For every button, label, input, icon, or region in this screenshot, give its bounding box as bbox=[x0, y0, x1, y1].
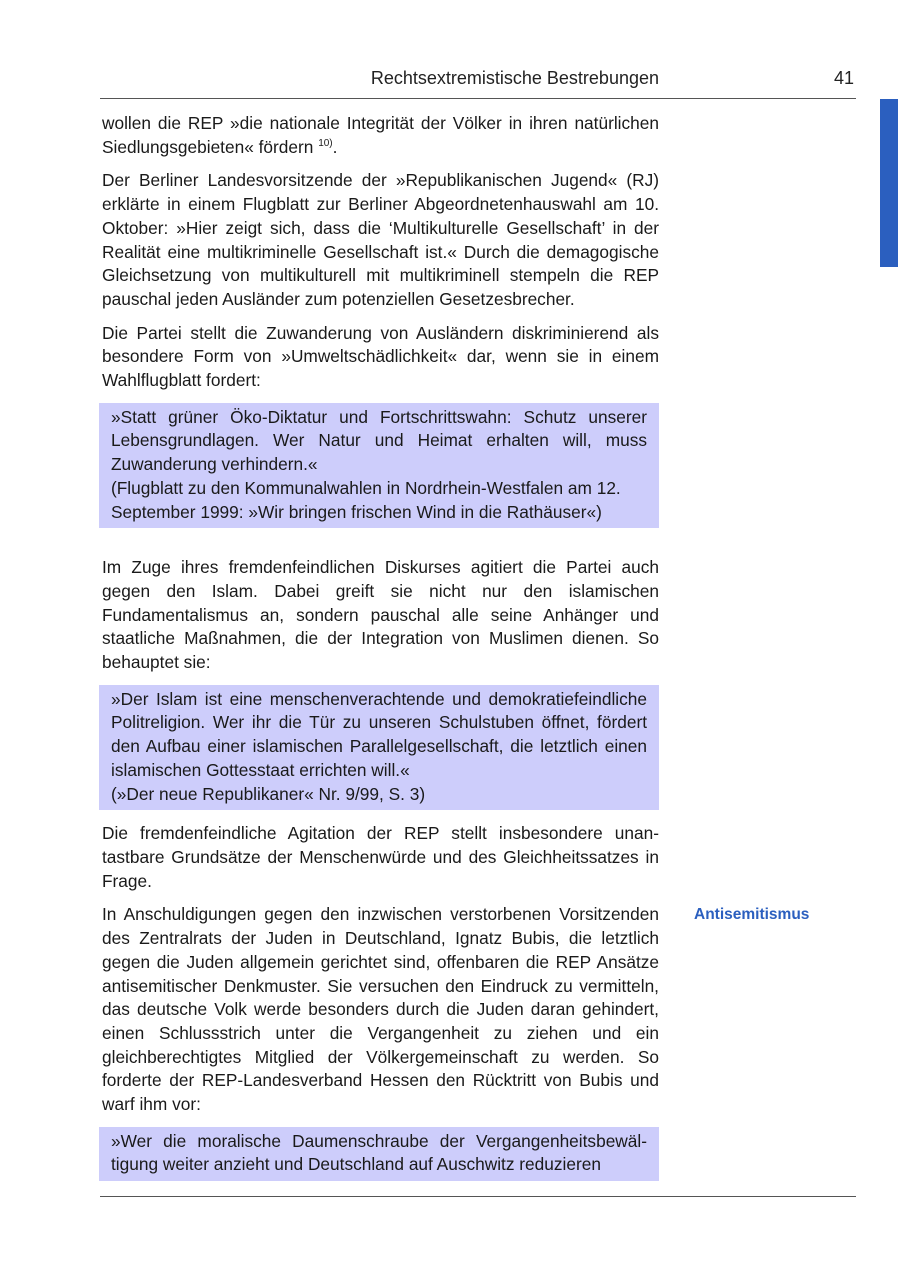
page-number: 41 bbox=[833, 68, 854, 88]
running-title: Rechtsextremistische Bestrebungen bbox=[370, 68, 659, 88]
paragraph-4: Im Zuge ihres fremdenfeindlichen Diskurses agitiert die Partei auch gegen den Islam. Dabei greift sie nicht nur den islamischen Fundamentalismus an, sondern pauschal alle seine Anhänger und staatliche Maßnahmen, die der Integration von Muslimen dienen. So behauptet sie: bbox=[102, 557, 659, 673]
footer-rule bbox=[100, 1196, 856, 1197]
quote-1-text: »Statt grüner Öko-Diktatur und Fortschrittswahn: Schutz unserer Lebensgrundlagen. Wer Natur und Heimat erhalten will, muss Zuwanderung verhindern.« bbox=[111, 406, 647, 475]
quote-block-1 bbox=[99, 403, 659, 529]
quote-1-source: (Flugblatt zu den Kommunalwahlen in Nordrhein-Westfalen am 12. September 1999: »Wir bringen frischen Wind in die Rathäuser«) bbox=[111, 477, 621, 522]
paragraph-6: In Anschuldigungen gegen den inzwischen verstorbenen Vorsitzenden des Zentralrats der Juden in Deutschland, Ignatz Bubis, die letztlich gegen die Juden allgemein gerichtet sind, offenbaren die REP Ansätze antisemitischer Denkmuster. Sie versuchen den Eindruck zu vermitteln, das deutsche Volk werde besonders durch die Juden daran gehindert, einen Schlussstrich unter die Vergangenheit zu ziehen und ein gleichberechtigtes Mitglied der Völkergemeinschaft zu werden. So forderte der REP-Landesverband Hessen den Rücktritt von Bubis und warf ihm vor: bbox=[102, 904, 659, 1115]
quote-2-source: (»Der neue Republikaner« Nr. 9/99, S. 3) bbox=[111, 783, 426, 804]
main-text-column bbox=[102, 112, 659, 1193]
quote-block-2 bbox=[99, 685, 659, 811]
quote-3-text: »Wer die moralische Daumenschraube der Vergangenheitsbewältigung weiter anzieht und Deutschland auf Auschwitz reduzieren bbox=[111, 1130, 647, 1175]
chapter-tab-marker bbox=[880, 99, 898, 267]
paragraph-1 bbox=[102, 112, 659, 159]
paragraph-2: Der Berliner Landesvorsitzende der »Republikanischen Jugend« (RJ) erklärte in einem Flugblatt zur Berliner Abgeordnetenhauswahl am 10. Oktober: »Hier zeigt sich, dass die ‘Multikulturelle Gesellschaft’ in der Realität eine multikriminelle Gesellschaft ist.« Durch die demagogische Gleichsetzung von multikulturell mit multikriminell stempeln die REP pauschal jeden Ausländer zum potenziellen Gesetzesbrecher. bbox=[102, 170, 659, 309]
paragraph-1-end: . bbox=[332, 136, 338, 157]
spacer bbox=[102, 540, 659, 556]
footnote-reference: 10) bbox=[318, 137, 333, 149]
page-header bbox=[100, 66, 856, 99]
margin-keyword: Antisemitismus bbox=[694, 906, 810, 923]
paragraph-1-text: wollen die REP »die nationale Integrität der Völker in ihren natürlichen Siedlungsgebieten« fördern bbox=[102, 113, 659, 157]
paragraph-3: Die Partei stellt die Zuwanderung von Ausländern diskriminierend als besondere Form von »Umweltschädlichkeit« dar, wenn sie in einem Wahlflugblatt fordert: bbox=[102, 322, 659, 391]
paragraph-5: Die fremdenfeindliche Agitation der REP stellt insbesondere unantastbare Grundsätze der Menschenwürde und des Gleichheitssatzes in Frage. bbox=[102, 823, 659, 891]
quote-block-3 bbox=[99, 1127, 659, 1181]
quote-2-text: »Der Islam ist eine menschenverachtende und demokratiefeindliche Politreligion. Wer ihr die Tür zu unseren Schulstuben öffnet, fördert den Aufbau einer islamischen Parallelgesellschaft, die letztlich einen islamischen Gottesstaat errichten will.« bbox=[111, 688, 647, 780]
